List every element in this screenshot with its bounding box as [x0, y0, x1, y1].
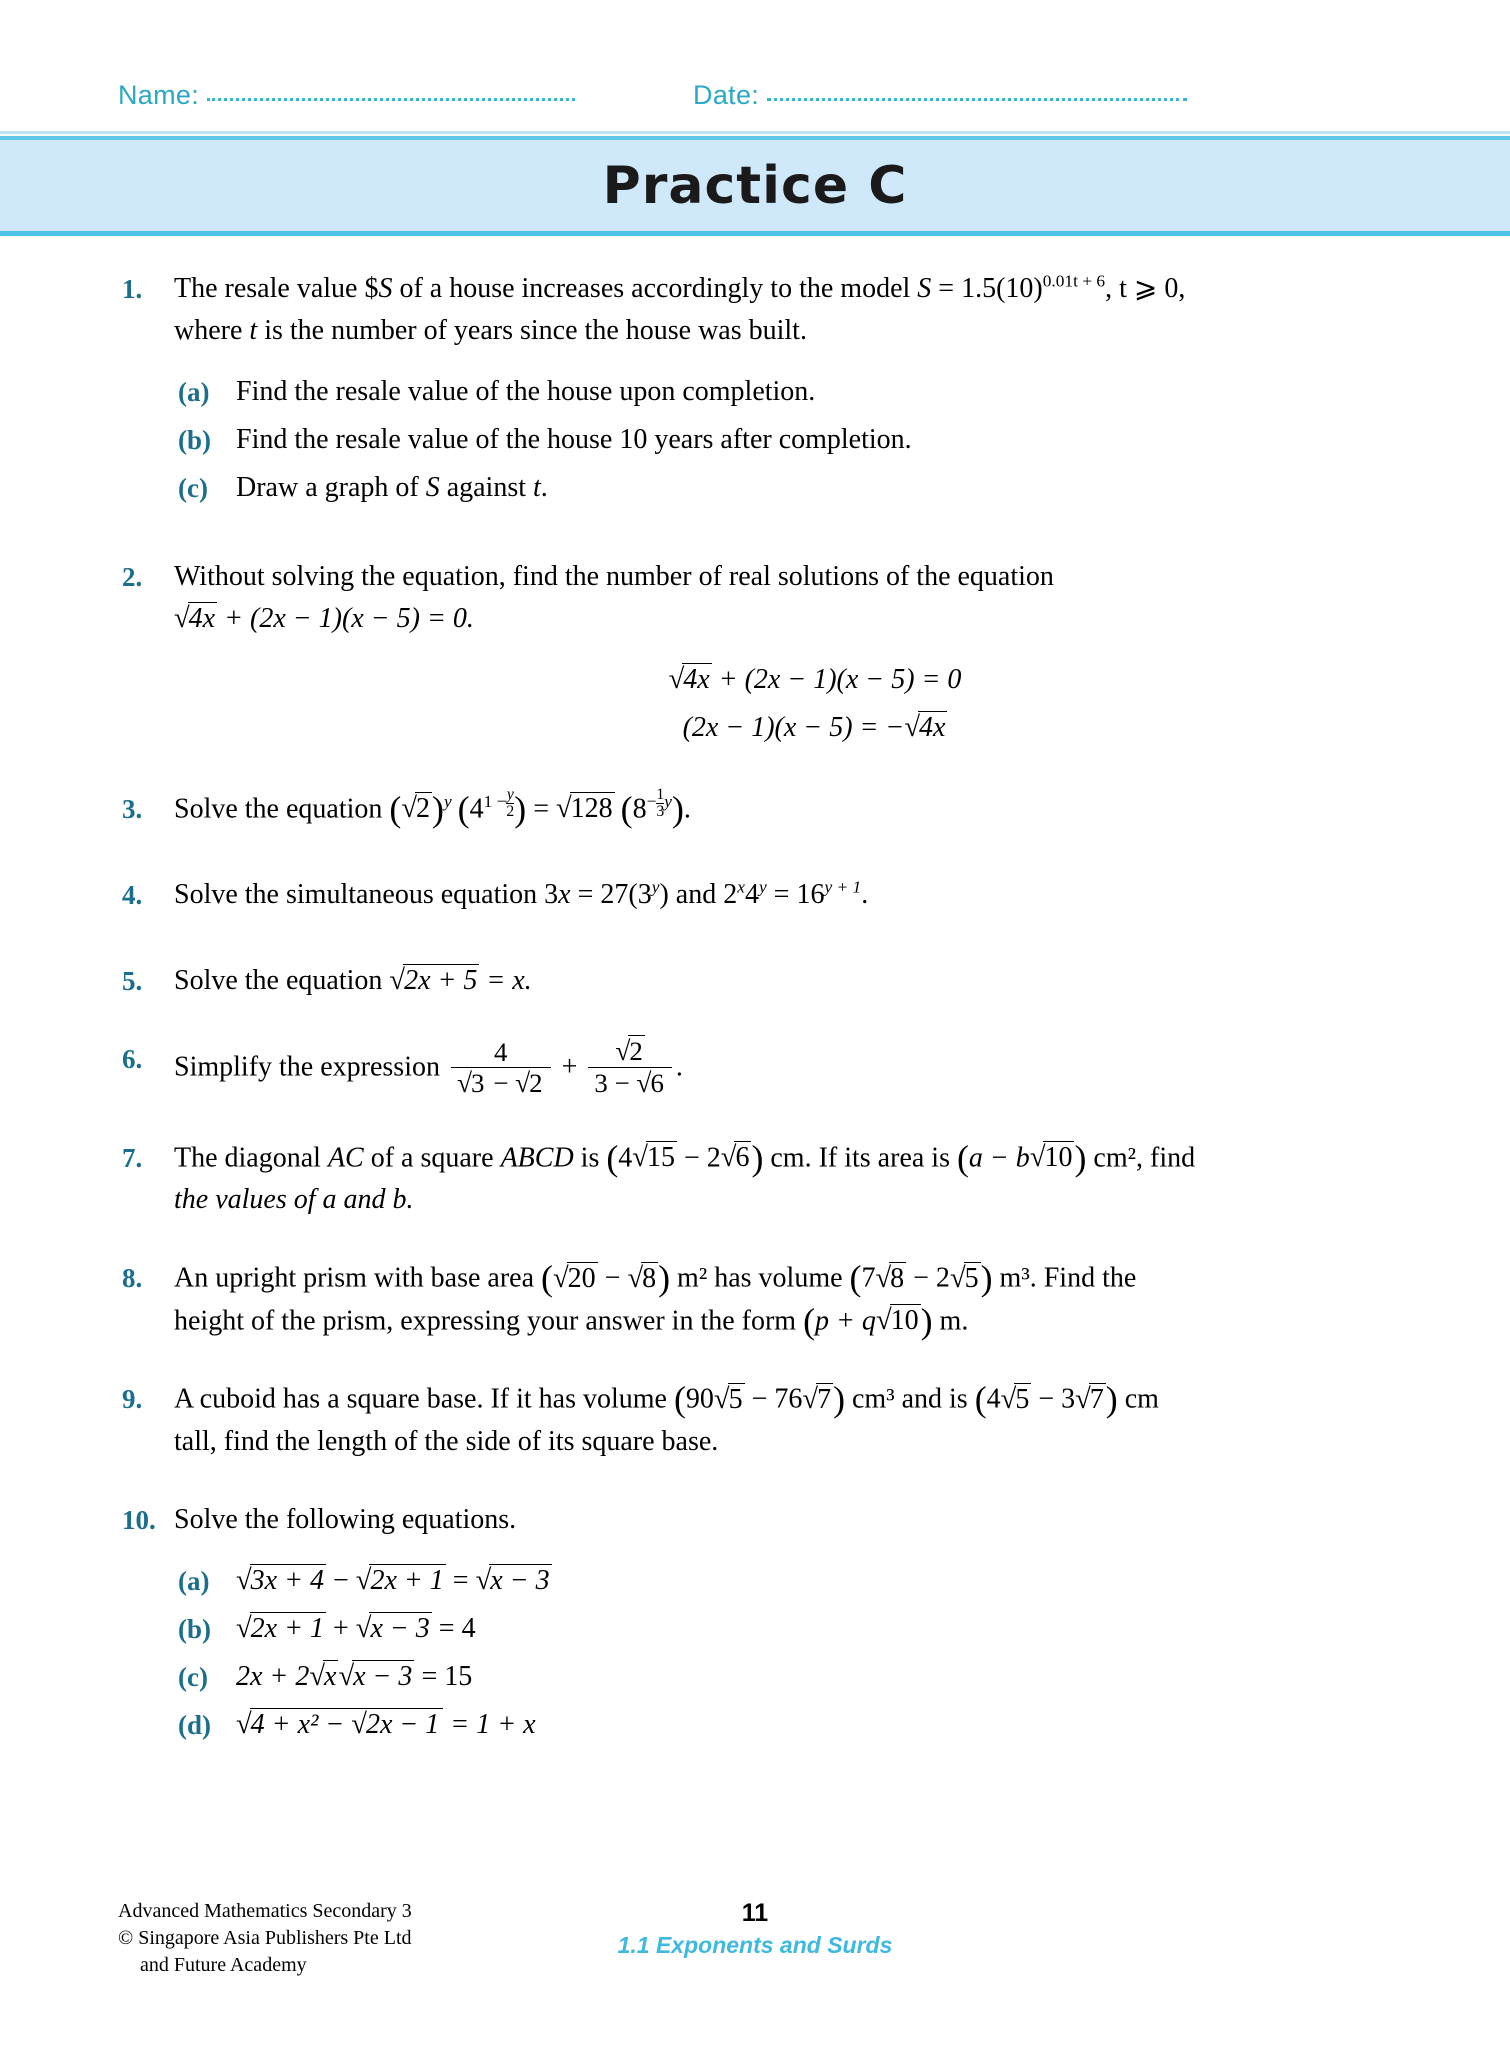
page-title: Practice C	[602, 156, 908, 216]
close-paren-icon: )	[432, 789, 444, 829]
open-paren-icon: (	[974, 1379, 987, 1420]
q1c-var-t: t	[533, 472, 541, 503]
q7-v1: 4	[618, 1142, 633, 1174]
close-paren-icon: )	[920, 1300, 933, 1341]
footer-book-title: Advanced Mathematics Secondary 3	[118, 1900, 412, 1922]
q8-l2-r: 10	[890, 1305, 919, 1337]
question-3	[0, 785, 1510, 830]
q10a-mid1: −	[326, 1564, 356, 1596]
question-text: Solve the equation $(√2)^y$ ($4^{1 -}$ $\frac{y}{2}$ ) = √128 (8− $\frac{1}{3}$ $^y$).	[174, 785, 691, 829]
q6-f1-denominator: √3 − √2	[451, 1067, 551, 1099]
q6-fraction-2	[588, 1036, 672, 1098]
q2-eq1-rest: + (2x − 1)(x − 5) = 0	[711, 664, 962, 695]
q2-line2-rest: + (2x − 1)(x − 5) = 0.	[217, 603, 474, 634]
open-paren-icon: (	[541, 1258, 553, 1299]
q5-sqrt: √2x + 5	[389, 965, 478, 997]
q6-f2-den-b: 6	[650, 1068, 664, 1099]
q2-line1: Without solving the equation, find the number of real solutions of the equation	[174, 561, 1054, 592]
q1c-var-S: S	[425, 472, 440, 503]
q1-formula-exponent: 0.01t + 6	[1042, 271, 1106, 291]
q2-radicand: 4x	[188, 603, 216, 634]
q1c-text-a: Draw a graph of	[236, 472, 426, 503]
question-number: 4.	[122, 880, 143, 911]
q10c-tail: = 15	[414, 1660, 473, 1692]
q6-f2-numerator: √2	[615, 1036, 643, 1067]
q7-l1-a: The diagonal	[174, 1142, 328, 1174]
open-paren-icon: (	[849, 1258, 862, 1299]
q3-base2: 4	[469, 793, 484, 825]
q9-c3: 4	[986, 1383, 1001, 1415]
question-9	[0, 1378, 1510, 1462]
date-label: Date:	[693, 80, 760, 110]
q6-f1-numerator: 4	[494, 1036, 508, 1067]
q1c-text-b: against	[439, 472, 534, 503]
page-number: 11	[741, 1899, 769, 1927]
q4-text-a: Solve the simultaneous equation 3	[174, 879, 559, 911]
q6-f1-den-a: 3	[471, 1067, 485, 1098]
subpart-label: (c)	[178, 1661, 208, 1692]
q8-sqrt8b: √8	[875, 1262, 905, 1294]
question-text	[174, 1038, 1420, 1100]
q8-sqrt8: √8	[627, 1262, 657, 1294]
question-number: 2.	[122, 562, 143, 592]
q1-formula-tail: , t ⩾ 0,	[1105, 273, 1186, 304]
q4-exp-y2: y	[758, 878, 767, 898]
q7-v2: − 2	[676, 1142, 721, 1174]
q7-r1: 15	[646, 1142, 675, 1174]
question-10-part-a	[0, 1557, 1510, 1605]
footer-center-block	[0, 1898, 1510, 1962]
worksheet-body	[0, 268, 1510, 1749]
q1-formula-eq: = 1.5(10)	[931, 273, 1043, 304]
q1-line2-a: where	[174, 315, 250, 346]
q10c-r1: x	[324, 1660, 337, 1692]
question-7	[0, 1137, 1510, 1221]
q9-c1: 90	[685, 1383, 714, 1415]
subpart-text: Find the resale value of the house 10 years after completion.	[236, 424, 912, 455]
q2-sqrt: √4x	[174, 603, 216, 634]
question-1-part-b	[0, 416, 1510, 464]
q9-l2: tall, find the length of the side of its square base.	[174, 1425, 719, 1457]
q2-eq2-radicand: 4x	[918, 712, 946, 743]
q8-l2-a: height of the prism, expressing your answer in the form	[174, 1305, 804, 1337]
q8-sqrt10: √10	[875, 1305, 919, 1337]
chapter-reference: 1.1 Exponents and Surds	[617, 1932, 893, 1958]
q10c-lead: 2x + 2	[236, 1660, 310, 1692]
q10c-sqrt1: √x	[309, 1660, 337, 1692]
q10a-sqrt1: √3x + 4	[236, 1564, 324, 1596]
q3-exp2-den: 2	[506, 803, 515, 821]
question-1-part-c	[0, 464, 1510, 512]
q7-l1-d: cm. If its area is	[763, 1142, 957, 1174]
date-field-group	[693, 80, 1187, 111]
q7-sqrt10: √10	[1029, 1142, 1073, 1174]
q7-l1-f: cm², find	[1086, 1142, 1196, 1174]
q4-exp-y: y	[651, 878, 660, 898]
q2-eq1-sqrt: √4x	[668, 664, 710, 695]
q4-text-f: .	[861, 879, 869, 911]
q10d-r1-text: 4 + x²	[250, 1708, 319, 1740]
q10d-r1: 4 + x² − √2x − 1	[250, 1708, 444, 1740]
question-text	[174, 960, 1420, 1002]
footer-academy: and Future Academy	[140, 1954, 307, 1976]
open-paren-icon: (	[606, 1137, 619, 1178]
question-10-part-d	[0, 1701, 1510, 1749]
subpart-label: (c)	[178, 473, 208, 503]
title-banner	[0, 136, 1510, 236]
q4-text-b: = 27(3	[570, 879, 652, 911]
q10a-r1: 3x + 4	[250, 1564, 324, 1596]
name-write-line[interactable]	[207, 82, 575, 101]
q8-r1: 20	[567, 1262, 596, 1294]
question-number: 7.	[122, 1142, 143, 1173]
q8-l2-b: m.	[932, 1305, 969, 1337]
q10d-r2: 2x − 1	[365, 1708, 440, 1740]
q3-rhs-exp-minus: −	[646, 792, 657, 812]
q6-f2-den-a: 3 −	[594, 1068, 630, 1099]
open-paren-icon: (	[673, 1379, 686, 1420]
q9-c2: − 76	[744, 1383, 803, 1415]
q3-exp2-num: y	[506, 785, 514, 803]
q1-var-S: S	[378, 273, 393, 304]
q4-text-c: ) and 2	[659, 879, 738, 911]
q10a-r3: x − 3	[490, 1564, 550, 1596]
q7-r2: 6	[735, 1142, 750, 1174]
q7-sqrt6: √6	[720, 1142, 750, 1174]
q9-r2: 7	[817, 1383, 832, 1415]
name-field-group	[118, 80, 575, 111]
q8-r3: 8	[890, 1262, 905, 1294]
q10b-sqrt2: √x − 3	[355, 1612, 430, 1644]
name-date-row	[0, 80, 1510, 120]
subpart-label: (a)	[178, 377, 210, 407]
question-number: 5.	[122, 966, 143, 997]
q1-formula-S: S	[917, 273, 932, 304]
q8-l1-mid: −	[597, 1262, 628, 1294]
q8-l1-a: An upright prism with base area	[174, 1262, 542, 1294]
q10d-mid1: −	[318, 1708, 352, 1740]
q2-displayed-equation-1	[0, 656, 1510, 704]
q10d-sqrt1: √4 + x² − √2x − 1	[236, 1701, 443, 1749]
subpart-text	[236, 1557, 1420, 1605]
q3-exp2-fraction	[506, 787, 514, 821]
question-10	[0, 1499, 1510, 1541]
page-footer	[0, 1898, 1510, 2028]
question-number: 9.	[122, 1384, 143, 1415]
q10a-sqrt2: √2x + 1	[355, 1564, 444, 1596]
q9-sqrt7: √7	[802, 1383, 832, 1415]
q3-rhs-radicand: 128	[570, 793, 613, 825]
q2-eq1-radicand: 4x	[683, 664, 710, 695]
close-paren-icon: )	[751, 1137, 764, 1178]
close-paren-icon: )	[980, 1258, 993, 1299]
q3-exp2-int: 1 −	[483, 792, 507, 812]
q6-f1-den-b: 2	[529, 1067, 543, 1098]
subpart-label: (d)	[178, 1709, 211, 1740]
close-paren-icon: )	[1105, 1379, 1118, 1420]
q5-radicand: 2x + 5	[404, 965, 478, 997]
q3-sqrt2: √2	[401, 793, 431, 825]
question-text	[174, 268, 1420, 352]
q10b-r1: 2x + 1	[250, 1612, 324, 1644]
q4-var-x: x	[558, 879, 571, 911]
question-1-part-a	[0, 368, 1510, 416]
open-paren-icon: (	[457, 789, 470, 829]
subpart-text	[236, 1653, 1420, 1701]
q8-sqrt5: √5	[949, 1262, 979, 1294]
close-paren-icon: )	[1074, 1137, 1087, 1178]
question-10-part-b	[0, 1605, 1510, 1653]
close-paren-icon: )	[658, 1258, 671, 1299]
q8-l1-d: m³. Find the	[992, 1262, 1137, 1294]
q1-line2-b: is the number of years since the house was built.	[257, 315, 807, 346]
question-10-part-c	[0, 1653, 1510, 1701]
question-number: 10.	[122, 1504, 156, 1535]
q6-plus: +	[561, 1052, 578, 1084]
q7-l1-c: is	[573, 1142, 607, 1174]
name-label: Name:	[118, 80, 200, 110]
subpart-text: Find the resale value of the house upon completion.	[236, 376, 816, 407]
q4-text-d: 4	[744, 879, 759, 911]
q10c-r2: x − 3	[353, 1660, 413, 1692]
q10d-tail: = 1 + x	[443, 1708, 536, 1740]
question-number: 1.	[122, 274, 143, 304]
q6-f2-num-rad: 2	[629, 1036, 643, 1067]
subpart-text	[236, 464, 1420, 512]
q8-sqrt20: √20	[552, 1262, 596, 1294]
q6-f2-denominator: 3 − √6	[588, 1067, 672, 1099]
open-paren-icon: (	[389, 789, 402, 829]
q9-l1-a: A cuboid has a square base. If it has volume	[174, 1383, 674, 1415]
q2-eq2-sqrt: √4x	[904, 712, 946, 743]
q7-sqrt15: √15	[632, 1142, 675, 1174]
q7-AC: AC	[327, 1142, 364, 1174]
question-number: 8.	[122, 1263, 143, 1294]
q8-l1-b: m² has volume	[670, 1262, 850, 1294]
q1c-text-c: .	[540, 472, 548, 503]
subpart-text	[236, 1701, 1420, 1749]
q4-exp-tail: y + 1	[824, 878, 862, 898]
q3-base1: 2	[416, 793, 431, 825]
open-paren-icon: (	[956, 1137, 969, 1178]
question-2	[0, 556, 1510, 640]
q9-r4: 7	[1089, 1383, 1104, 1415]
q3-rhs-exp-var: y	[664, 792, 672, 812]
q2-eq2-lhs: (2x − 1)(x − 5) = −	[682, 712, 905, 743]
q2-displayed-equation-2	[0, 704, 1510, 752]
question-5	[0, 960, 1510, 1002]
q3-text: Solve the equation	[174, 793, 383, 825]
question-1	[0, 268, 1510, 352]
q9-r3: 5	[1015, 1383, 1030, 1415]
question-8	[0, 1257, 1510, 1342]
question-text	[174, 874, 1420, 916]
q10a-sqrt3: √x − 3	[475, 1564, 550, 1596]
subpart-text	[236, 1605, 1420, 1653]
q9-l1-c: cm	[1117, 1383, 1159, 1415]
q7-ABCD: ABCD	[500, 1142, 574, 1174]
q10a-r2: 2x + 1	[370, 1564, 444, 1596]
question-text: Solve the following equations.	[174, 1503, 517, 1535]
q3-exp1: y	[443, 792, 452, 812]
q8-c1: 7	[861, 1262, 876, 1294]
subpart-label: (b)	[178, 425, 211, 455]
q9-l1-b: cm³ and is	[845, 1383, 975, 1415]
close-paren-icon: )	[833, 1379, 845, 1420]
footer-copyright: © Singapore Asia Publishers Pte Ltd	[118, 1927, 412, 1949]
subpart-label: (b)	[178, 1613, 211, 1644]
q1-text-part2: of a house increases accordingly to the model	[392, 273, 918, 304]
q6-text: Simplify the expression	[174, 1052, 440, 1084]
question-text	[174, 556, 1420, 640]
open-paren-icon: (	[803, 1300, 816, 1341]
q6-period: .	[675, 1052, 683, 1084]
question-number: 3.	[122, 794, 143, 824]
question-text	[174, 1378, 1420, 1462]
q10b-sqrt1: √2x + 1	[236, 1612, 324, 1644]
q3-rhs-exp-num: 1	[656, 785, 665, 803]
q10b-mid2: = 4	[431, 1612, 476, 1644]
q9-sqrt5b: √5	[1000, 1383, 1030, 1415]
date-write-line[interactable]	[767, 82, 1187, 101]
q3-rhs-base: 8	[632, 793, 647, 825]
close-paren-icon: )	[671, 789, 684, 829]
q9-c4: − 3	[1031, 1383, 1076, 1415]
q10a-mid2: =	[445, 1564, 476, 1596]
q6-fraction-1	[451, 1037, 551, 1099]
q5-tail: = x.	[479, 965, 532, 997]
q3-rhs-exp-fraction	[656, 787, 664, 821]
q8-r2: 8	[642, 1262, 657, 1294]
q1-text-part1: The resale value $	[174, 273, 379, 304]
question-number: 6.	[122, 1044, 143, 1075]
q9-sqrt7b: √7	[1075, 1383, 1104, 1415]
q4-exp-x2: x	[737, 878, 745, 898]
q7-r3: 10	[1044, 1142, 1073, 1174]
q3-rhs-exp-den: 3	[656, 803, 665, 821]
q8-c2: − 2	[906, 1262, 950, 1294]
q1-var-t: t	[249, 315, 258, 346]
q7-l2: the values of a and b.	[174, 1184, 414, 1216]
question-text	[174, 1257, 1420, 1342]
q10b-mid1: +	[326, 1612, 356, 1644]
q5-text: Solve the equation	[174, 965, 383, 997]
question-6	[0, 1038, 1510, 1100]
q10c-sqrt2: √x − 3	[338, 1660, 413, 1692]
question-4	[0, 874, 1510, 916]
subpart-label: (a)	[178, 1565, 210, 1596]
question-text	[174, 1137, 1420, 1221]
q8-l2-p: p + q	[815, 1305, 876, 1337]
q8-r4: 5	[964, 1262, 979, 1294]
q7-l1-b: of a square	[363, 1142, 501, 1174]
q10b-r2: x − 3	[370, 1612, 430, 1644]
close-paren-icon: )	[514, 789, 527, 829]
q4-text-e: = 16	[766, 879, 825, 911]
q3-sqrt128: √128	[556, 793, 613, 825]
q7-l1-e: a − b	[968, 1142, 1030, 1174]
q9-r1: 5	[728, 1383, 743, 1415]
q9-sqrt5: √5	[713, 1383, 743, 1415]
open-paren-icon: (	[620, 789, 633, 829]
